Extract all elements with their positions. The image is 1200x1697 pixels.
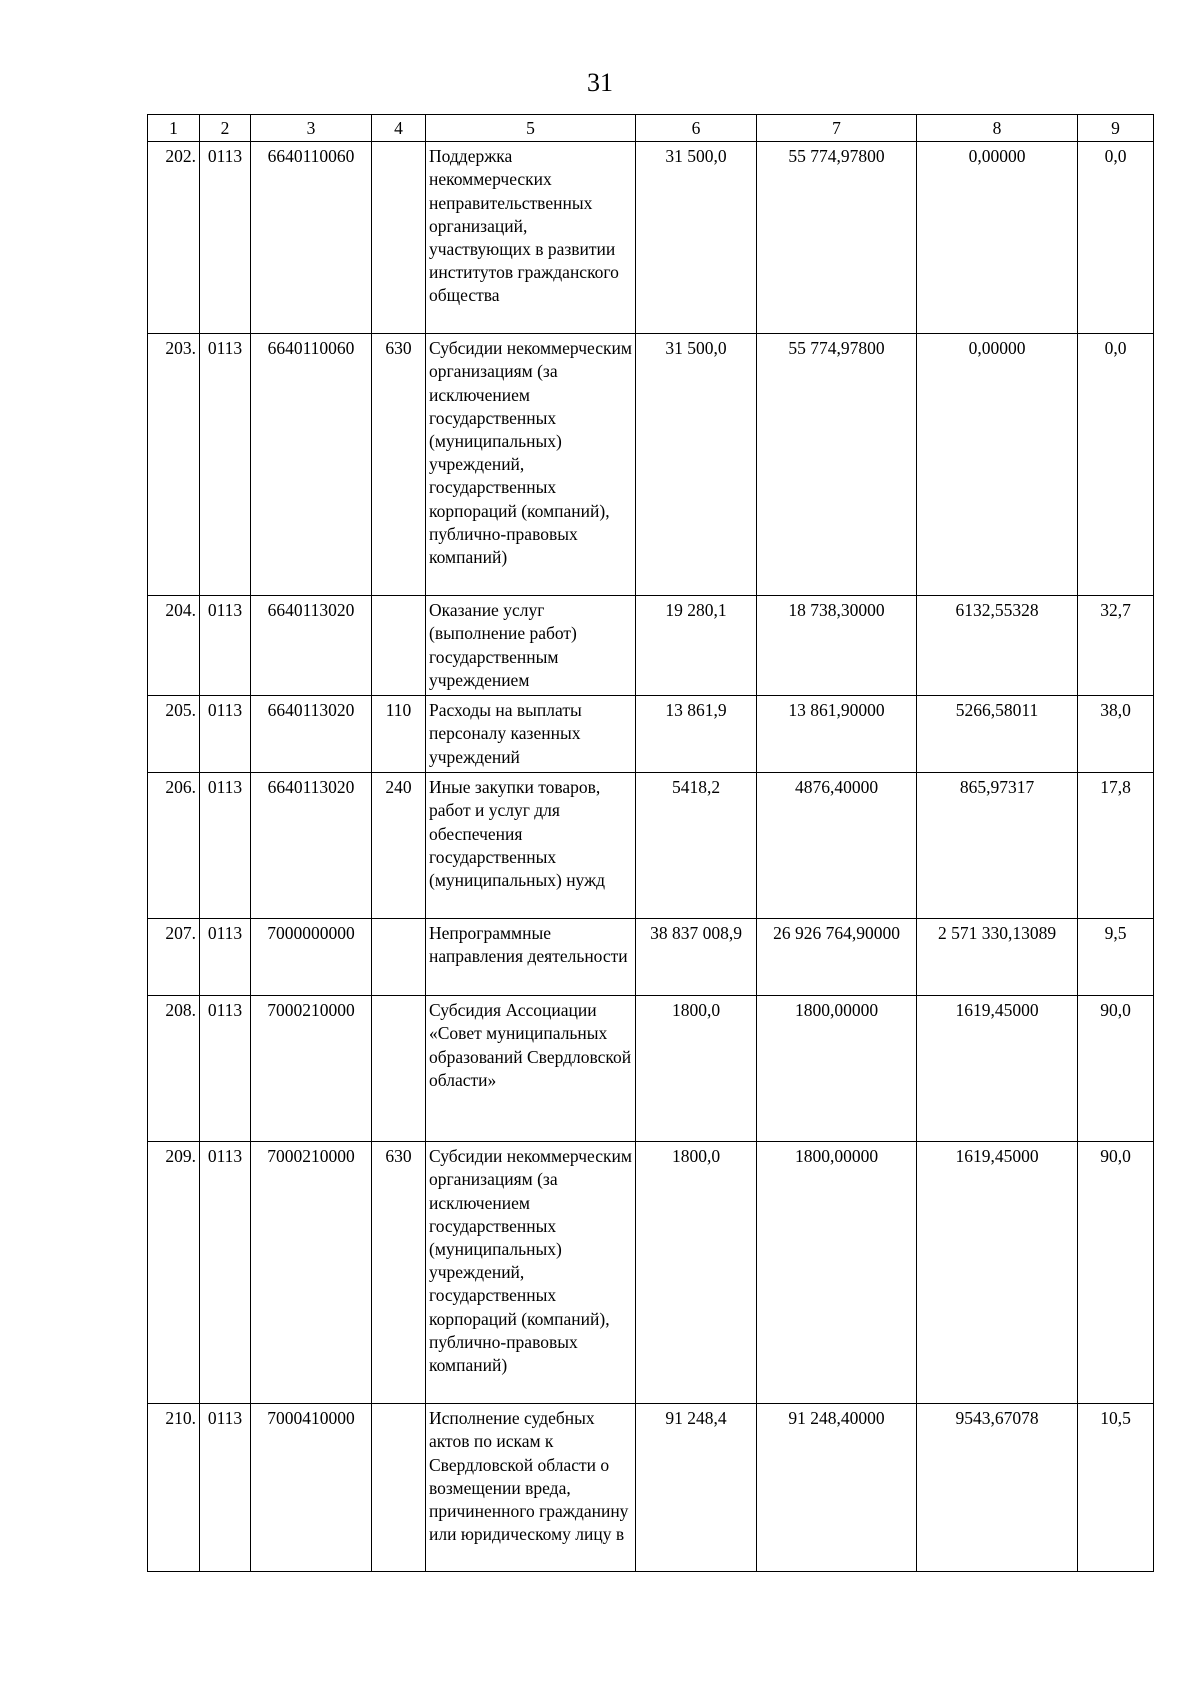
expense-type-code [372, 919, 426, 996]
expense-type-code [372, 1404, 426, 1572]
table-row [148, 596, 1154, 696]
section-code: 0113 [200, 596, 251, 696]
table-row [148, 773, 1154, 919]
item-name: Иные закупки товаров, работ и услуг для обеспечения государственных (муниципальных) нужд [426, 773, 636, 919]
value-col-7: 1800,00000 [757, 1142, 917, 1404]
item-name: Оказание услуг (выполнение работ) государственным учреждением [426, 596, 636, 696]
target-item-code: 6640113020 [251, 596, 372, 696]
value-col-6: 91 248,4 [636, 1404, 757, 1572]
percent-col-9: 90,0 [1078, 1142, 1154, 1404]
table-row [148, 696, 1154, 773]
percent-col-9: 10,5 [1078, 1404, 1154, 1572]
section-code: 0113 [200, 1404, 251, 1572]
percent-col-9: 90,0 [1078, 996, 1154, 1142]
table-row [148, 334, 1154, 596]
header-cell-3: 3 [251, 115, 372, 142]
item-name: Расходы на выплаты персоналу казенных учреждений [426, 696, 636, 773]
row-number: 202. [148, 142, 200, 334]
header-cell-8: 8 [917, 115, 1078, 142]
value-col-6: 31 500,0 [636, 142, 757, 334]
section-code: 0113 [200, 696, 251, 773]
table-row [148, 919, 1154, 996]
value-col-7: 55 774,97800 [757, 334, 917, 596]
target-item-code: 7000210000 [251, 996, 372, 1142]
header-cell-4: 4 [372, 115, 426, 142]
value-col-6: 31 500,0 [636, 334, 757, 596]
value-col-6: 1800,0 [636, 1142, 757, 1404]
percent-col-9: 0,0 [1078, 334, 1154, 596]
header-cell-7: 7 [757, 115, 917, 142]
percent-col-9: 38,0 [1078, 696, 1154, 773]
expense-type-code [372, 996, 426, 1142]
header-row [148, 115, 1154, 142]
percent-col-9: 17,8 [1078, 773, 1154, 919]
value-col-8: 2 571 330,13089 [917, 919, 1078, 996]
value-col-7: 1800,00000 [757, 996, 917, 1142]
section-code: 0113 [200, 919, 251, 996]
value-col-8: 1619,45000 [917, 1142, 1078, 1404]
value-col-7: 18 738,30000 [757, 596, 917, 696]
value-col-6: 19 280,1 [636, 596, 757, 696]
table-row [148, 996, 1154, 1142]
value-col-7: 4876,40000 [757, 773, 917, 919]
target-item-code: 6640110060 [251, 142, 372, 334]
value-col-7: 26 926 764,90000 [757, 919, 917, 996]
target-item-code: 6640110060 [251, 334, 372, 596]
table-row [148, 1142, 1154, 1404]
section-code: 0113 [200, 1142, 251, 1404]
row-number: 210. [148, 1404, 200, 1572]
row-number: 207. [148, 919, 200, 996]
row-number: 205. [148, 696, 200, 773]
value-col-8: 0,00000 [917, 142, 1078, 334]
item-name: Субсидии некоммерческим организациям (за исключением государственных (муниципальных) учреждений, государственных корпораций (компаний), публично-правовых компаний) [426, 334, 636, 596]
target-item-code: 7000210000 [251, 1142, 372, 1404]
header-cell-1: 1 [148, 115, 200, 142]
table-row [148, 142, 1154, 334]
expense-type-code: 240 [372, 773, 426, 919]
value-col-8: 9543,67078 [917, 1404, 1078, 1572]
item-name: Субсидия Ассоциации «Совет муниципальных образований Свердловской области» [426, 996, 636, 1142]
value-col-6: 13 861,9 [636, 696, 757, 773]
value-col-8: 6132,55328 [917, 596, 1078, 696]
value-col-6: 1800,0 [636, 996, 757, 1142]
target-item-code: 7000000000 [251, 919, 372, 996]
value-col-6: 5418,2 [636, 773, 757, 919]
header-cell-9: 9 [1078, 115, 1154, 142]
budget-table [147, 114, 1154, 1572]
row-number: 206. [148, 773, 200, 919]
expense-type-code [372, 596, 426, 696]
target-item-code: 6640113020 [251, 773, 372, 919]
percent-col-9: 32,7 [1078, 596, 1154, 696]
header-cell-5: 5 [426, 115, 636, 142]
expense-type-code [372, 142, 426, 334]
section-code: 0113 [200, 996, 251, 1142]
section-code: 0113 [200, 142, 251, 334]
page-number: 31 [587, 68, 613, 97]
value-col-8: 1619,45000 [917, 996, 1078, 1142]
header-cell-6: 6 [636, 115, 757, 142]
value-col-8: 0,00000 [917, 334, 1078, 596]
value-col-7: 55 774,97800 [757, 142, 917, 334]
row-number: 208. [148, 996, 200, 1142]
item-name: Непрограммные направления деятельности [426, 919, 636, 996]
expense-type-code: 110 [372, 696, 426, 773]
item-name: Поддержка некоммерческих неправительственных организаций, участвующих в развитии институтов гражданского общества [426, 142, 636, 334]
row-number: 203. [148, 334, 200, 596]
header-cell-2: 2 [200, 115, 251, 142]
item-name: Исполнение судебных актов по искам к Свердловской области о возмещении вреда, причиненного гражданину или юридическому лицу в [426, 1404, 636, 1572]
item-name: Субсидии некоммерческим организациям (за исключением государственных (муниципальных) учреждений, государственных корпораций (компаний), публично-правовых компаний) [426, 1142, 636, 1404]
target-item-code: 6640113020 [251, 696, 372, 773]
table-row [148, 1404, 1154, 1572]
target-item-code: 7000410000 [251, 1404, 372, 1572]
value-col-6: 38 837 008,9 [636, 919, 757, 996]
percent-col-9: 0,0 [1078, 142, 1154, 334]
row-number: 204. [148, 596, 200, 696]
value-col-8: 5266,58011 [917, 696, 1078, 773]
row-number: 209. [148, 1142, 200, 1404]
value-col-7: 91 248,40000 [757, 1404, 917, 1572]
value-col-7: 13 861,90000 [757, 696, 917, 773]
expense-type-code: 630 [372, 334, 426, 596]
percent-col-9: 9,5 [1078, 919, 1154, 996]
expense-type-code: 630 [372, 1142, 426, 1404]
section-code: 0113 [200, 334, 251, 596]
section-code: 0113 [200, 773, 251, 919]
value-col-8: 865,97317 [917, 773, 1078, 919]
